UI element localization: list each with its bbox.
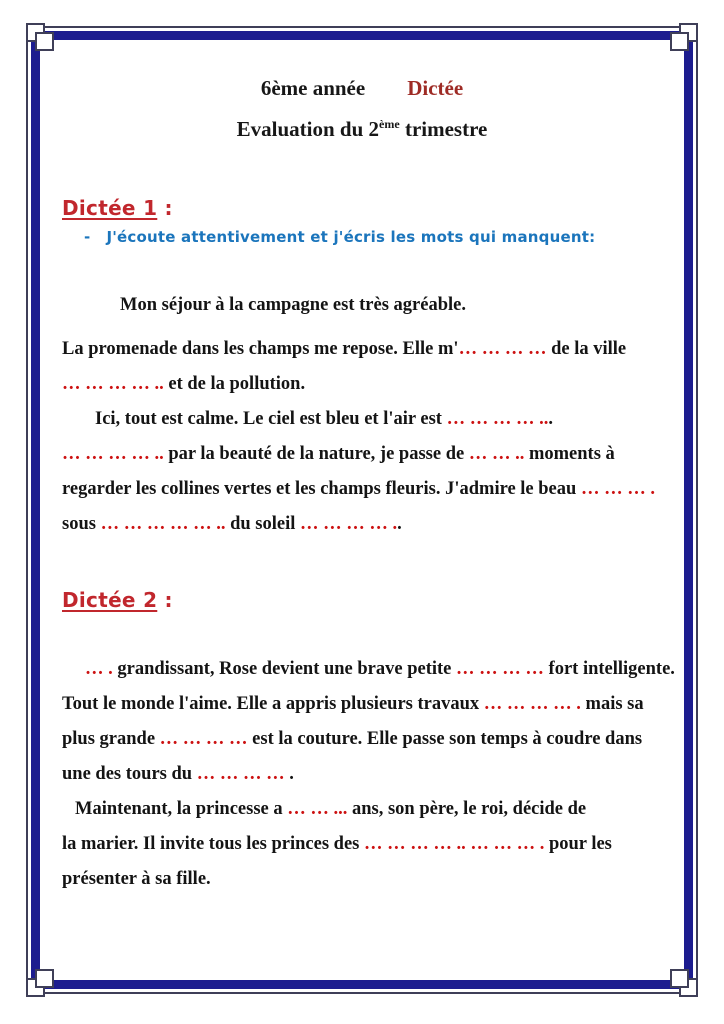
text-line <box>62 792 684 827</box>
border-corner-ornament <box>670 32 689 51</box>
text-segment: Maintenant, la princesse a <box>75 799 288 819</box>
blank-dots: … … … … .. <box>62 374 164 394</box>
border-corner-ornament <box>35 32 54 51</box>
dictee2-heading-colon: : <box>157 588 173 612</box>
text-segment: présenter à sa fille. <box>62 869 211 889</box>
text-segment: ans, son père, le roi, décide de <box>347 799 587 819</box>
text-segment: mais sa <box>580 694 644 714</box>
text-segment: de la ville <box>546 339 627 359</box>
text-segment: du soleil <box>225 514 300 534</box>
text-line <box>62 367 684 402</box>
text-segment: Ici, tout est calme. Le ciel est bleu et l'air est <box>95 409 447 429</box>
text-segment: fort intelligente. <box>543 659 675 679</box>
text-segment: Mon séjour à la campagne est très agréable. <box>120 295 466 315</box>
blank-dots: … … … … … .. <box>100 514 226 534</box>
blank-dots: … … ... <box>287 799 348 819</box>
text-line <box>62 652 684 687</box>
blank-dots: … … … … . <box>300 514 398 534</box>
blank-dots: … … … … <box>458 339 547 359</box>
text-segment: regarder les collines vertes et les champs fleuris. J'admire le beau <box>62 479 581 499</box>
blank-dots: … … .. <box>468 444 525 464</box>
grade-label: 6ème année <box>260 76 366 100</box>
dictee1-text <box>62 288 684 542</box>
blank-dots: … … … … .. … … … . <box>363 834 545 854</box>
dictee1-heading <box>62 196 173 220</box>
evaluation-text: Evaluation du 2 <box>236 117 380 141</box>
text-line <box>62 437 684 472</box>
dictee2-text <box>62 652 684 897</box>
text-line <box>62 288 684 323</box>
text-segment: pour les <box>544 834 612 854</box>
blank-dots: … … … … <box>159 729 248 749</box>
text-segment: . <box>397 514 402 534</box>
text-line <box>62 687 684 722</box>
dictee1-heading-colon: : <box>157 196 173 220</box>
blank-dots: … … … … <box>456 659 544 679</box>
text-segment: sous <box>62 514 101 534</box>
border-corner-ornament <box>35 969 54 988</box>
evaluation-text-suffix: trimestre <box>399 117 488 141</box>
text-segment: moments à <box>524 444 615 464</box>
dictee1-instruction <box>84 228 595 246</box>
text-line <box>62 757 684 792</box>
text-segment: grandissant, Rose devient une brave petite <box>112 659 457 679</box>
text-segment: . <box>289 764 294 784</box>
text-segment: une des tours du <box>62 764 197 784</box>
blank-dots: … … … … . <box>483 694 581 714</box>
instruction-dash: - <box>84 228 91 246</box>
text-segment: . <box>548 409 553 429</box>
text-line <box>62 402 684 437</box>
text-segment: Tout le monde l'aime. Elle a appris plusieurs travaux <box>62 694 484 714</box>
border-corner-ornament <box>670 969 689 988</box>
text-line <box>62 507 684 542</box>
subject-label: Dictée <box>407 76 464 100</box>
text-segment: la marier. Il invite tous les princes des <box>62 834 364 854</box>
evaluation-subtitle <box>0 117 724 142</box>
text-segment: et de la pollution. <box>163 374 306 394</box>
text-line <box>62 722 684 757</box>
text-line <box>62 472 684 507</box>
dictee1-heading-text: Dictée 1 <box>62 196 158 220</box>
blank-dots: … … … . <box>580 479 655 499</box>
text-segment: plus grande <box>62 729 160 749</box>
instruction-text: J'écoute attentivement et j'écris les mots qui manquent: <box>106 228 596 246</box>
text-line <box>62 827 684 862</box>
dictee2-heading <box>62 588 173 612</box>
page-title-row <box>0 76 724 101</box>
text-line <box>62 862 684 897</box>
text-segment: La promenade dans les champs me repose. Elle m' <box>62 339 459 359</box>
text-segment: est la couture. Elle passe son temps à coudre dans <box>247 729 643 749</box>
text-line <box>62 332 684 367</box>
text-segment: par la beauté de la nature, je passe de <box>163 444 469 464</box>
blank-dots: … . <box>85 659 113 679</box>
dictee2-heading-text: Dictée 2 <box>62 588 158 612</box>
blank-dots: … … … … <box>196 764 290 784</box>
evaluation-superscript: ème <box>379 117 400 131</box>
blank-dots: … … … … .. <box>446 409 549 429</box>
blank-dots: … … … … .. <box>62 444 164 464</box>
